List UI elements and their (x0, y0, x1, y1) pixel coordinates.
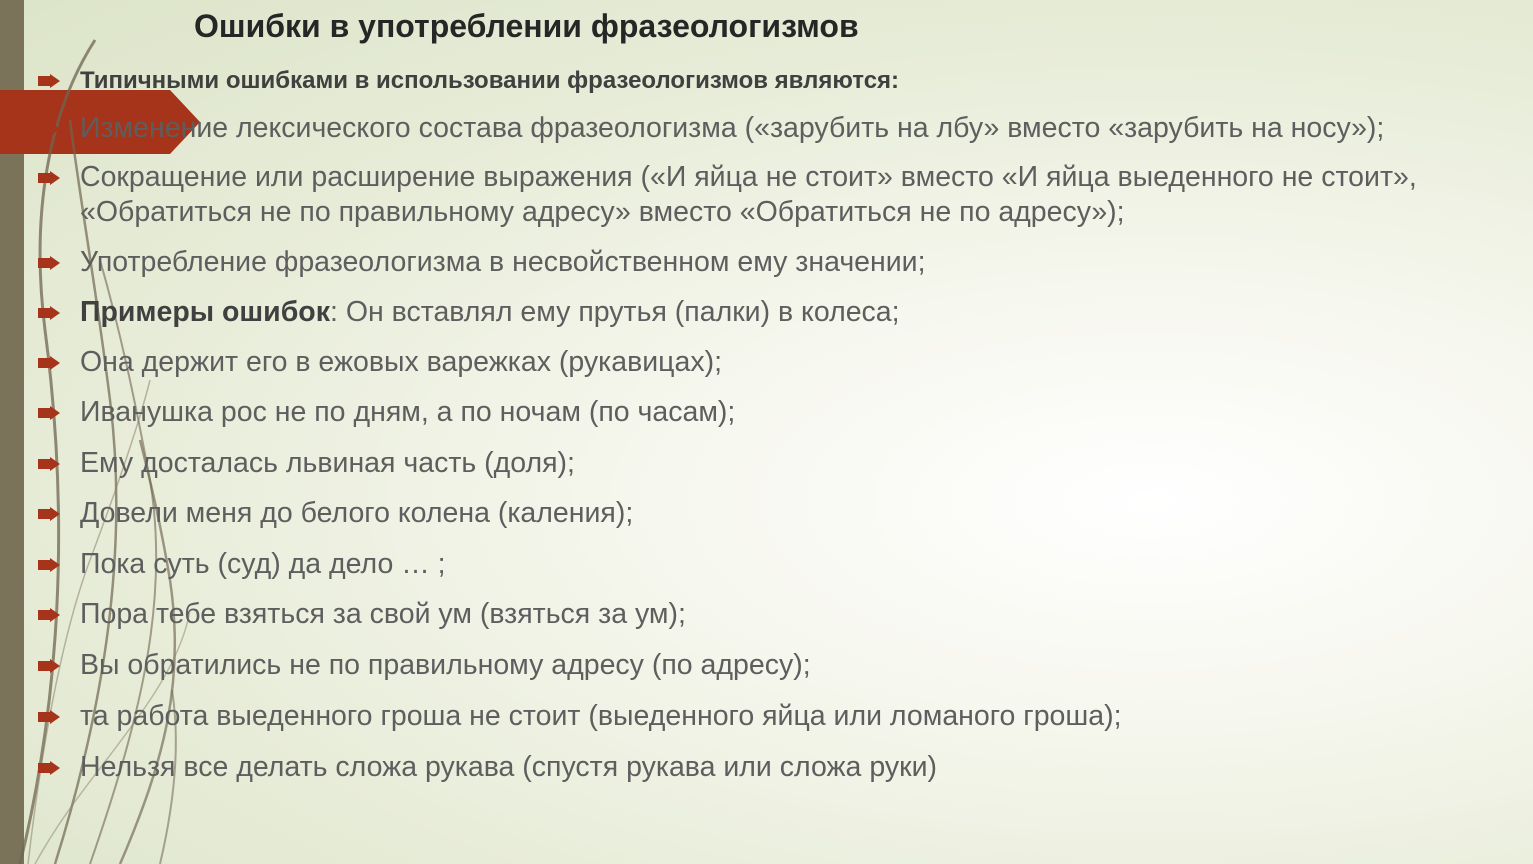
list-item-intro (38, 63, 899, 98)
arrow-bullet-icon (38, 256, 60, 270)
list-item (38, 547, 446, 582)
bullet-text: Изменение лексического состава фразеологизма («зарубить на лбу» вместо «зарубить на носу»); (80, 112, 1385, 144)
arrow-bullet-icon (38, 608, 60, 622)
arrow-bullet-icon (38, 457, 60, 471)
arrow-bullet-icon (38, 306, 60, 320)
list-item (38, 111, 1384, 146)
bullet-text: та работа выеденного гроша не стоит (выеденного яйца или ломаного гроша); (80, 700, 1122, 732)
list-item (38, 648, 811, 683)
arrow-bullet-icon (38, 558, 60, 572)
arrow-bullet-icon (38, 507, 60, 521)
arrow-bullet-icon (38, 761, 60, 775)
list-item (38, 750, 937, 785)
list-item (38, 245, 926, 280)
bullet-text: Она держит его в ежовых варежках (рукавицах); (80, 346, 722, 378)
arrow-bullet-icon (38, 356, 60, 370)
list-item (38, 446, 575, 481)
bullet-text: Сокращение или расширение выражения («И яйца не стоит» вместо «И яйца выеденного не стоит», «Обратиться не по правильному адресу» вместо «Обратиться не по адресу»); (80, 161, 1417, 228)
list-item (38, 160, 1518, 230)
bullet-text: Вы обратились не по правильному адресу (по адресу); (80, 649, 811, 681)
list-item (38, 597, 686, 632)
bullet-bold-prefix: Примеры ошибок (80, 296, 330, 328)
list-item (38, 496, 633, 531)
arrow-bullet-icon (38, 406, 60, 420)
arrow-bullet-icon (38, 122, 60, 136)
list-item (38, 395, 735, 430)
bullet-text: Иванушка рос не по дням, а по ночам (по часам); (80, 396, 736, 428)
bullet-text: Типичными ошибками в использовании фразеологизмов являются: (80, 67, 900, 94)
bullet-text: Довели меня до белого колена (каления); (80, 497, 634, 529)
list-item (38, 345, 722, 380)
arrow-bullet-icon (38, 74, 60, 88)
list-item-examples (38, 295, 900, 330)
bullet-text: Ему досталась львиная часть (доля); (80, 447, 575, 479)
arrow-bullet-icon (38, 659, 60, 673)
slide-title: Ошибки в употреблении фразеологизмов (194, 8, 859, 44)
bullet-text: Пора тебе взяться за свой ум (взяться за ум); (80, 598, 686, 630)
arrow-bullet-icon (38, 710, 60, 724)
bullet-text: Нельзя все делать сложа рукава (спустя рукава или сложа руки) (80, 751, 937, 783)
list-item (38, 699, 1122, 734)
bullet-text: Пока суть (суд) да дело … ; (80, 548, 446, 580)
bullet-text: : Он вставлял ему прутья (палки) в колеса; (329, 296, 900, 328)
arrow-bullet-icon (38, 171, 60, 185)
bullet-text: Употребление фразеологизма в несвойственном ему значении; (80, 246, 926, 278)
